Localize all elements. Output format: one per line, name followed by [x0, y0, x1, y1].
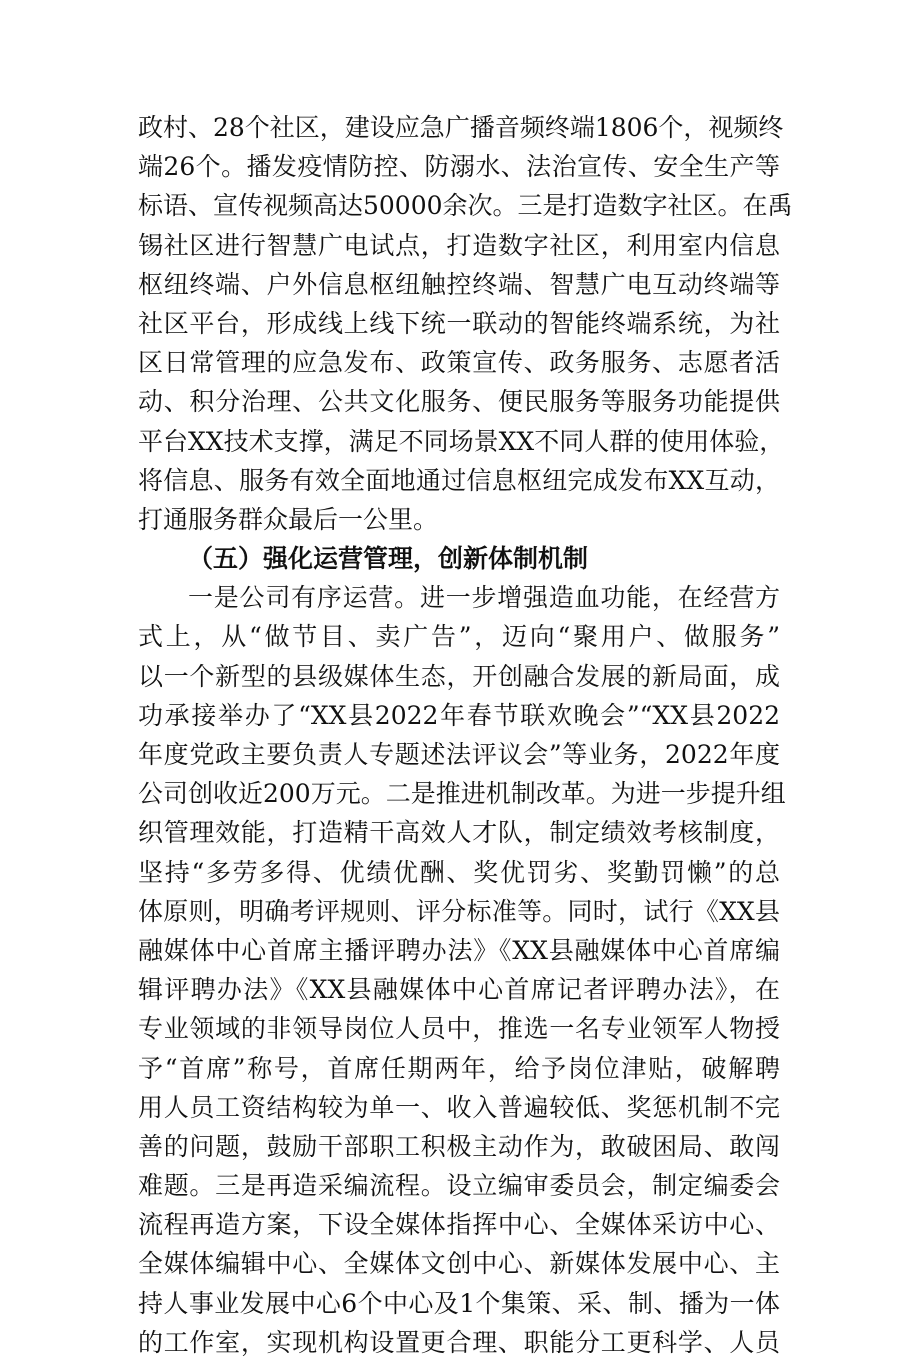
text-line: 辑评聘办法》《XX县融媒体中心首席记者评聘办法》，在: [138, 975, 780, 1005]
text-line: 锡社区进行智慧广电试点，打造数字社区，利用室内信息: [138, 230, 780, 260]
text-line: 予“首席”称号，首席任期两年，给予岗位津贴，破解聘: [138, 1053, 780, 1083]
text-line: 以一个新型的县级媒体生态，开创融合发展的新局面，成: [138, 661, 780, 691]
text-line: 功承接举办了“XX县2022年春节联欢晚会”“XX县2022: [138, 700, 780, 730]
text-line: 标语、宣传视频高达50000余次。三是打造数字社区。在禹: [138, 191, 793, 221]
text-line: 专业领域的非领导岗位人员中，推选一名专业领军人物授: [138, 1014, 780, 1044]
text-line: 平台XX技术支撑，满足不同场景XX不同人群的使用体验，: [138, 426, 785, 456]
section-heading: （五）强化运营管理，创新体制机制: [188, 544, 589, 574]
text-line: 动、积分治理、公共文化服务、便民服务等服务功能提供: [138, 387, 780, 417]
text-line: 善的问题，鼓励干部职工积极主动作为，敢破困局、敢闯: [138, 1131, 780, 1161]
text-line: 坚持“多劳多得、优绩优酬、奖优罚劣、奖勤罚懒”的总: [138, 857, 780, 887]
text-line: 社区平台，形成线上线下统一联动的智能终端系统，为社: [138, 308, 780, 338]
paragraph-operations: [138, 578, 786, 1362]
text-line: 体原则，明确考评规则、评分标准等。同时，试行《XX县: [138, 896, 780, 926]
paragraph-continued: [138, 108, 793, 539]
text-line: 全媒体编辑中心、全媒体文创中心、新媒体发展中心、主: [138, 1249, 780, 1279]
text-line: 区日常管理的应急发布、政策宣传、政务服务、志愿者活: [138, 348, 780, 378]
text-line: 端26个。播发疫情防控、防溺水、法治宣传、安全生产等: [138, 152, 780, 182]
text-line: 式上，从“做节目、卖广告”，迈向“聚用户、做服务”: [138, 622, 780, 652]
text-line: 枢纽终端、户外信息枢纽触控终端、智慧广电互动终端等: [138, 269, 780, 299]
text-line: 用人员工资结构较为单一、收入普遍较低、奖惩机制不完: [138, 1092, 780, 1122]
text-line: 融媒体中心首席主播评聘办法》《XX县融媒体中心首席编: [138, 935, 780, 965]
text-line: 年度党政主要负责人专题述法评议会”等业务，2022年度: [138, 740, 780, 769]
text-line: 政村、28个社区，建设应急广播音频终端1806个，视频终: [138, 113, 784, 142]
text-line: 将信息、服务有效全面地通过信息枢纽完成发布XX互动，: [138, 465, 780, 495]
text-line: 持人事业发展中心6个中心及1个集策、采、制、播为一体: [138, 1288, 780, 1318]
text-line: 流程再造方案，下设全媒体指挥中心、全媒体采访中心、: [138, 1210, 780, 1240]
text-line: 公司创收近200万元。二是推进机制改革。为进一步提升组: [138, 779, 786, 809]
text-line: 一是公司有序运营。进一步增强造血功能，在经营方: [188, 583, 780, 613]
text-line: 难题。三是再造采编流程。设立编审委员会，制定编委会: [138, 1171, 780, 1201]
text-line: 打通服务群众最后一公里。: [138, 504, 439, 534]
document-body: [138, 108, 793, 1362]
text-line: 织管理效能，打造精干高效人才队，制定绩效考核制度，: [138, 818, 780, 848]
text-line: 的工作室，实现机构设置更合理、职能分工更科学、人员: [138, 1327, 780, 1357]
